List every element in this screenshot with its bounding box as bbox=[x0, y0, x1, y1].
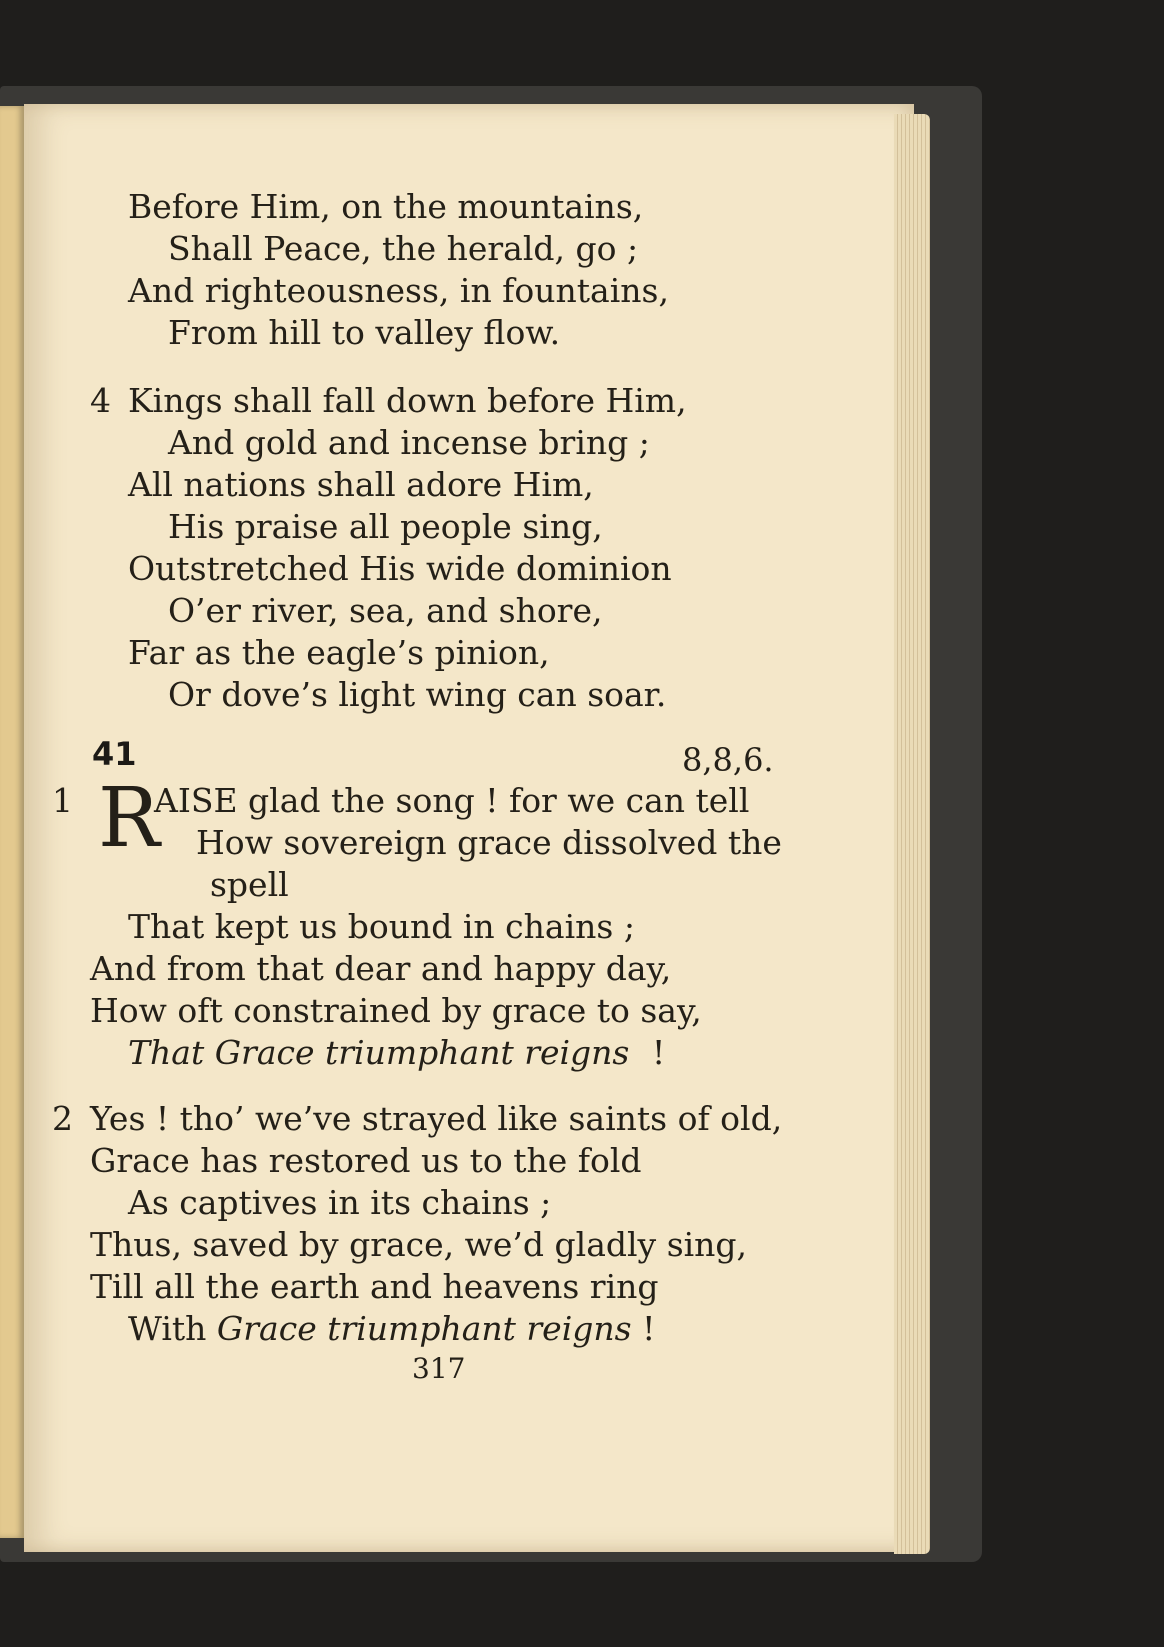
verse-line: His praise all people sing, bbox=[168, 507, 603, 546]
verse-line: How sovereign grace dissolved the bbox=[196, 823, 782, 862]
verse-line: That kept us bound in chains ; bbox=[128, 907, 635, 946]
verse-refrain: That Grace triumphant reigns bbox=[128, 1033, 630, 1072]
facing-page-edge bbox=[0, 106, 24, 1538]
hymn-number: 41 bbox=[92, 735, 137, 773]
verse-line: Grace has restored us to the fold bbox=[90, 1141, 642, 1180]
verse-line: AISE glad the song ! for we can tell bbox=[154, 781, 750, 820]
verse-refrain-mark: ! bbox=[631, 1309, 656, 1348]
verse-refrain-mark: ! bbox=[652, 1033, 666, 1072]
page-edges bbox=[894, 114, 930, 1554]
verse-number: 1 bbox=[52, 781, 73, 820]
verse-line: From hill to valley flow. bbox=[168, 313, 561, 352]
verse-number: 4 bbox=[90, 381, 111, 420]
verse-number: 2 bbox=[52, 1099, 73, 1138]
verse-refrain-line bbox=[128, 1309, 656, 1348]
verse-refrain: Grace triumphant reigns bbox=[216, 1309, 632, 1348]
verse-line: And righteousness, in fountains, bbox=[128, 271, 669, 310]
verse-line: spell bbox=[210, 865, 289, 904]
verse-line: Shall Peace, the herald, go ; bbox=[168, 229, 639, 268]
verse-line: As captives in its chains ; bbox=[128, 1183, 552, 1222]
verse-line: O’er river, sea, and shore, bbox=[168, 591, 603, 630]
verse-line: Outstretched His wide dominion bbox=[128, 549, 672, 588]
verse-line: Yes ! tho’ we’ve strayed like saints of old, bbox=[90, 1099, 783, 1138]
drop-cap: R bbox=[98, 771, 160, 866]
verse-line: Before Him, on the mountains, bbox=[128, 187, 644, 226]
verse-line: Kings shall fall down before Him, bbox=[128, 381, 687, 420]
verse-line: Far as the eagle’s pinion, bbox=[128, 633, 550, 672]
verse-line: Till all the earth and heavens ring bbox=[90, 1267, 659, 1306]
page-number: 317 bbox=[412, 1352, 466, 1385]
verse-line: And from that dear and happy day, bbox=[90, 949, 672, 988]
verse-line: Thus, saved by grace, we’d gladly sing, bbox=[90, 1225, 748, 1264]
hymn-meter: 8,8,6. bbox=[682, 741, 774, 779]
verse-line: How oft constrained by grace to say, bbox=[90, 991, 702, 1030]
verse-line: Or dove’s light wing can soar. bbox=[168, 675, 667, 714]
refrain-prefix: With bbox=[128, 1309, 217, 1348]
verse-line: All nations shall adore Him, bbox=[128, 465, 594, 504]
verse-line: And gold and incense bring ; bbox=[168, 423, 650, 462]
